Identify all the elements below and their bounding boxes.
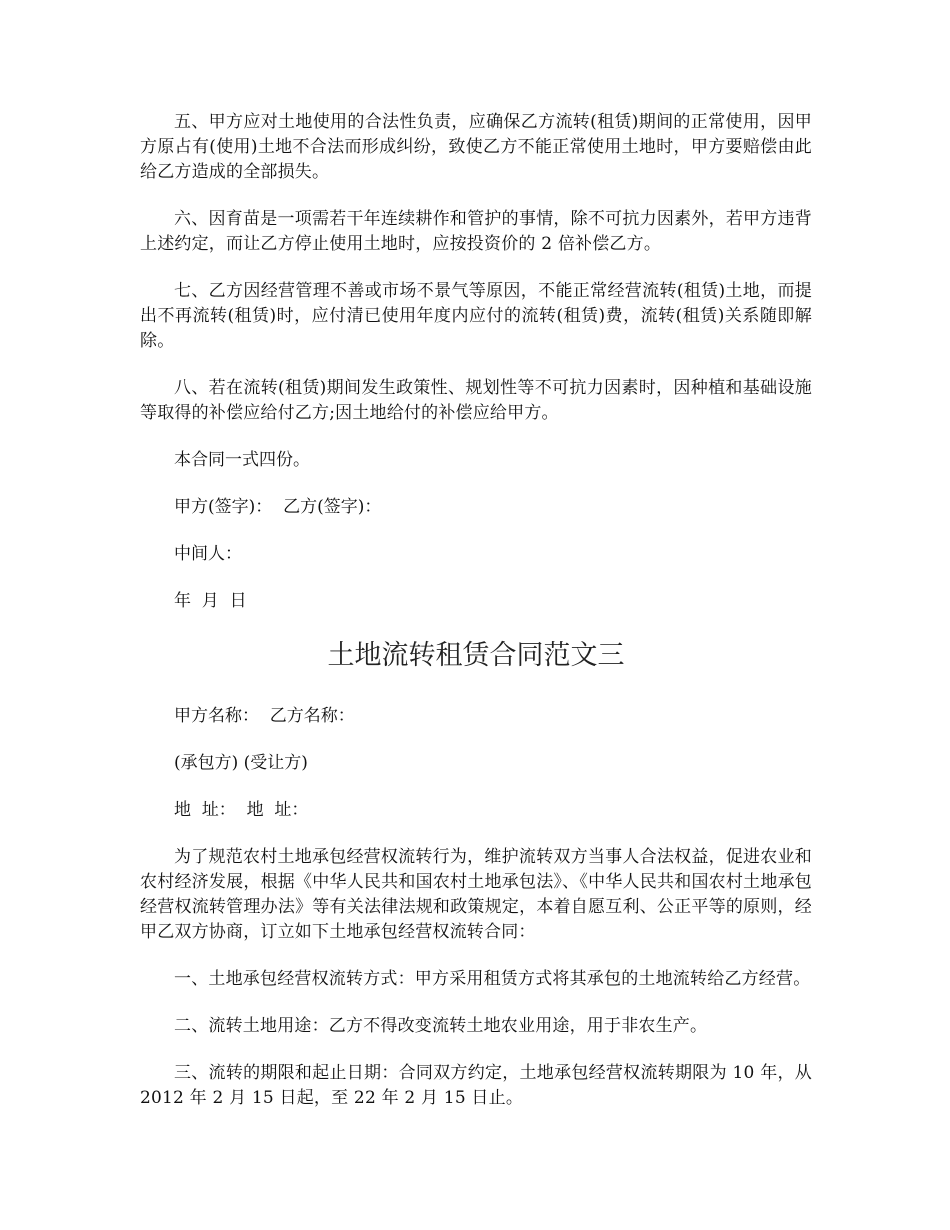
signature-line: 甲方(签字)： 乙方(签字)：: [174, 497, 382, 517]
clause-8-paragraph: 八、若在流转(租赁)期间发生政策性、规划性等不可抗力因素时，因种植和基础设施等取得的补偿应给付乙方;因土地给付的补偿应给甲方。: [140, 378, 812, 423]
copies-statement: 本合同一式四份。: [174, 450, 310, 470]
party-roles-line: (承包方) (受让方): [174, 753, 308, 773]
middleman-line: 中间人：: [174, 544, 242, 564]
preamble-paragraph: 为了规范农村土地承包经营权流转行为，维护流转双方当事人合法权益，促进农业和农村经济发展，根据《中华人民共和国农村土地承包法》、《中华人民共和国农村土地承包经营权流转管理办法》等有关法律法规和政策规定，本着自愿互利、公正平等的原则，经甲乙双方协商，订立如下土地承包经营权流转合同：: [140, 847, 812, 942]
document-page: [140, 110, 812, 1133]
address-line: 地 址： 地 址：: [174, 800, 309, 820]
document-title: 土地流转租赁合同范文三: [327, 640, 625, 671]
article-3-paragraph: 三、流转的期限和起止日期：合同双方约定，土地承包经营权流转期限为 10 年，从 2012 年 2 月 15 日起，至 22 年 2 月 15 日止。: [140, 1063, 812, 1108]
date-line: 年 月 日: [174, 591, 247, 611]
party-names-line: 甲方名称： 乙方名称：: [174, 706, 355, 726]
clause-6-paragraph: 六、因育苗是一项需若干年连续耕作和管护的事情，除不可抗力因素外，若甲方违背上述约定，而让乙方停止使用土地时，应按投资价的 2 倍补偿乙方。: [140, 209, 812, 254]
clause-7-paragraph: 七、乙方因经营管理不善或市场不景气等原因，不能正常经营流转(租赁)土地，而提出不再流转(租赁)时，应付清已使用年度内应付的流转(租赁)费，流转(租赁)关系随即解除。: [140, 281, 812, 351]
article-2-paragraph: 二、流转土地用途：乙方不得改变流转土地农业用途，用于非农生产。: [174, 1016, 708, 1036]
clause-5-paragraph: 五、甲方应对土地使用的合法性负责，应确保乙方流转(租赁)期间的正常使用，因甲方原占有(使用)土地不合法而形成纠纷，致使乙方不能正常使用土地时，甲方要赔偿由此给乙方造成的全部损失。: [140, 112, 812, 182]
article-1-paragraph: 一、土地承包经营权流转方式：甲方采用租赁方式将其承包的土地流转给乙方经营。: [174, 969, 811, 989]
